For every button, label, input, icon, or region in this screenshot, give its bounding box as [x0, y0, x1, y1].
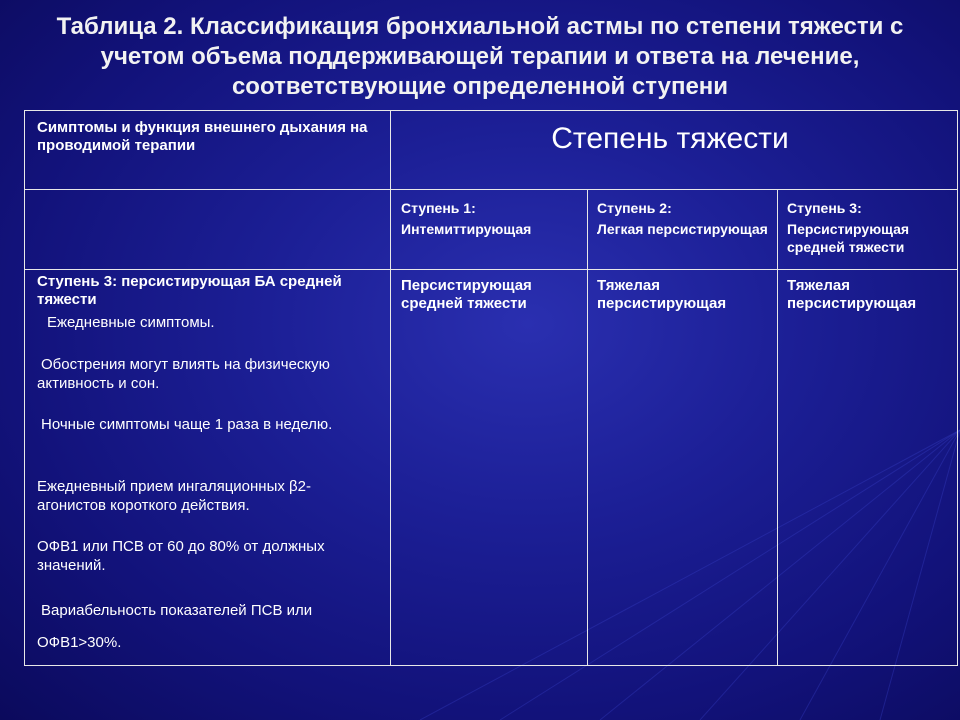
stage-3-cell	[787, 199, 952, 256]
stage-2-number: Ступень 2:	[597, 200, 672, 216]
classification-table	[24, 110, 958, 666]
stage-2-name: Легкая персистирующая	[597, 221, 768, 237]
slide-title: Таблица 2. Классификация бронхиальной астмы по степени тяжести с учетом объема поддерживающей терапии и ответа на лечение, соответствующие определенной ступени	[56, 13, 904, 100]
header-symptoms-cell: Симптомы и функция внешнего дыхания на проводимой терапии	[37, 119, 368, 154]
symptom-item: Ежедневный прием ингаляционных β2-агонистов короткого действия.	[37, 478, 311, 514]
stage-2-cell	[597, 199, 772, 238]
row-heading: Ступень 3: персистирующая БА средней тяжести	[37, 273, 342, 308]
table-rule	[777, 189, 778, 665]
table-rule	[25, 189, 957, 190]
symptom-item: ОФВ1 или ПСВ от 60 до 80% от должных значений.	[37, 538, 325, 574]
symptom-item: Ежедневные симптомы.	[47, 314, 215, 331]
result-stage-2: Тяжелая персистирующая	[597, 277, 727, 312]
symptom-item: Ночные симптомы чаще 1 раза в неделю.	[41, 416, 333, 433]
table-rule	[25, 269, 957, 270]
symptom-item: Обострения могут влиять на физическую активность и сон.	[37, 356, 330, 392]
result-stage-1: Персистирующая средней тяжести	[401, 277, 532, 312]
stage-1-name: Интемиттирующая	[401, 221, 532, 237]
stage-1-cell	[401, 199, 581, 238]
stage-1-number: Ступень 1:	[401, 200, 476, 216]
symptom-item: Вариабельность показателей ПСВ или	[41, 602, 313, 619]
table-rule	[587, 189, 588, 665]
symptom-item: ОФВ1>30%.	[37, 634, 122, 651]
header-severity-cell: Степень тяжести	[551, 122, 789, 155]
table-rule	[390, 111, 391, 665]
stage-3-name: Персистирующая средней тяжести	[787, 221, 910, 255]
stage-3-number: Ступень 3:	[787, 200, 862, 216]
result-stage-3: Тяжелая персистирующая	[787, 277, 917, 312]
